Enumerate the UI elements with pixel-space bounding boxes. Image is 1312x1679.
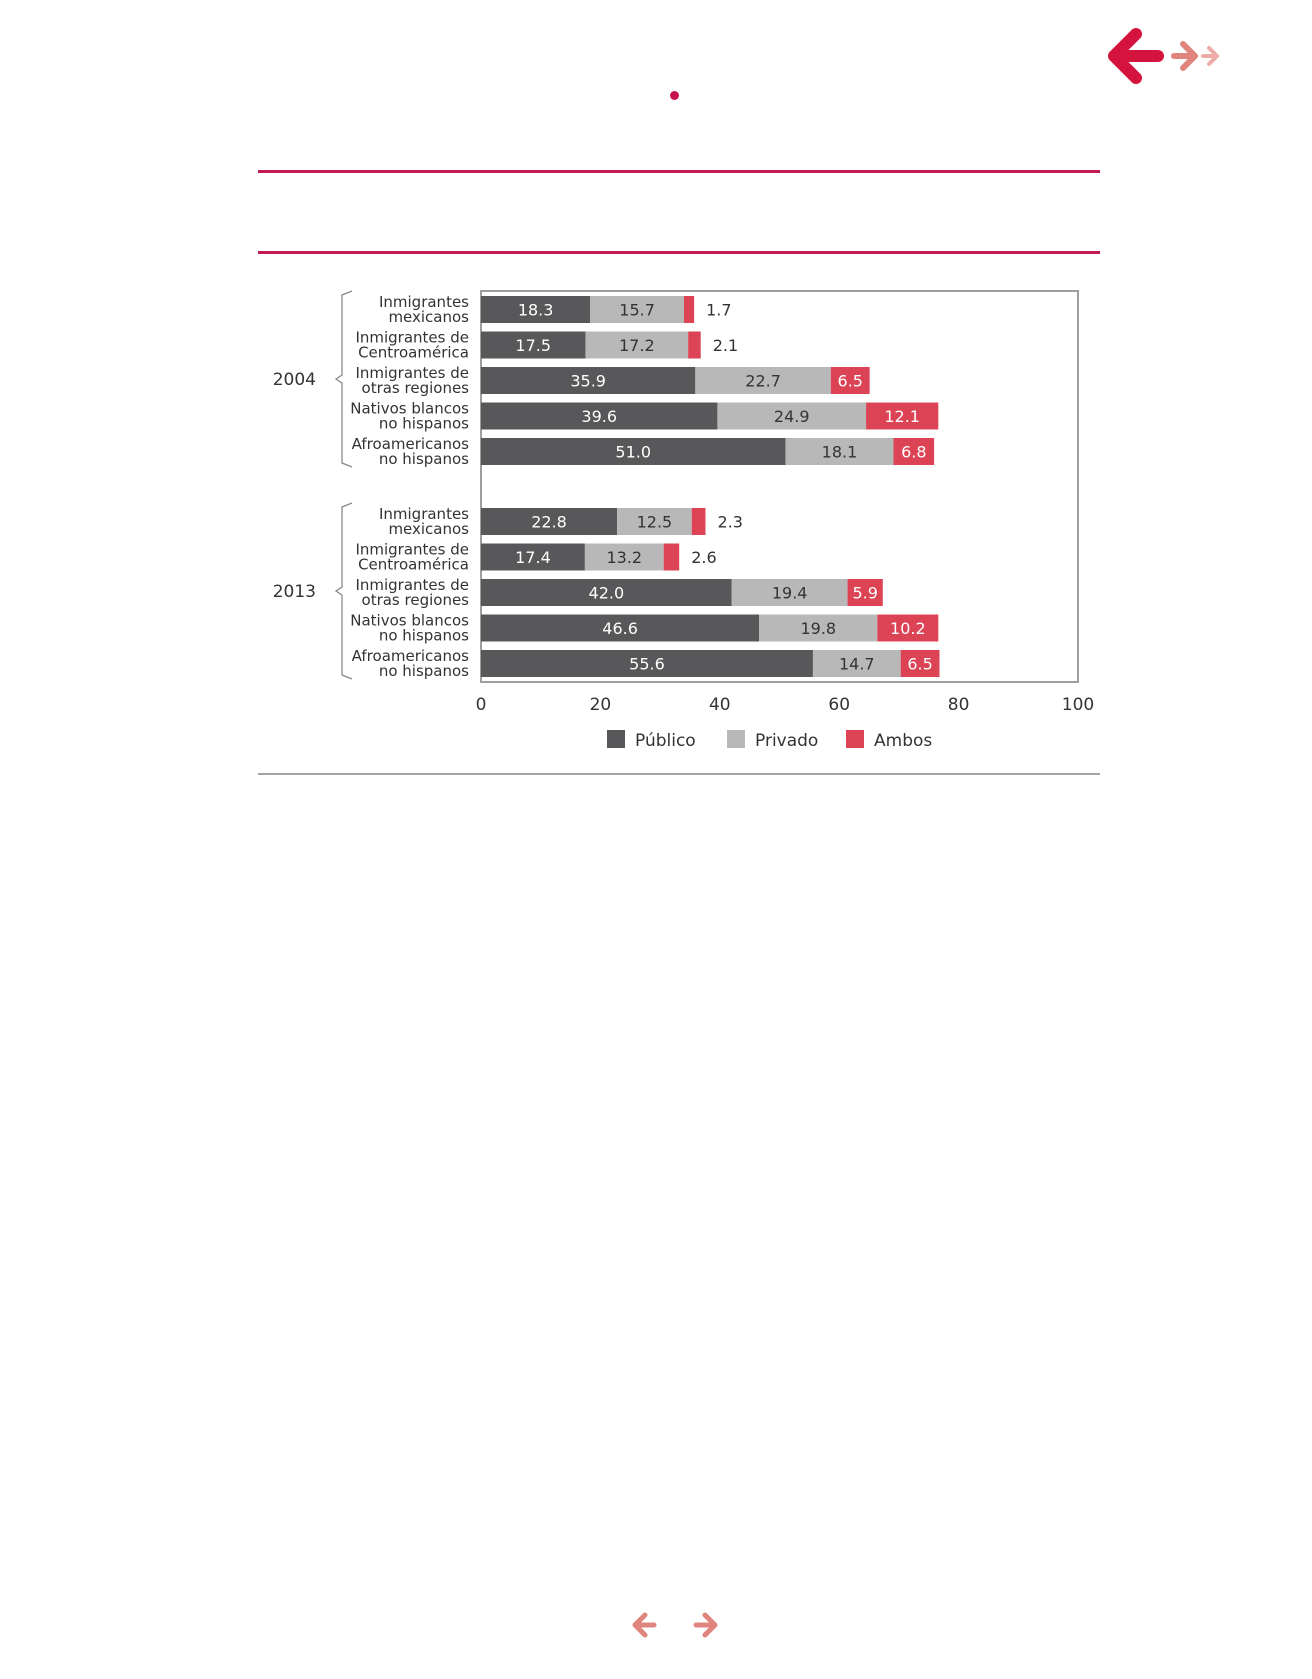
x-tick-label: 100 [1061,695,1095,715]
data-label: 10.2 [890,619,926,638]
data-label: 42.0 [588,583,625,603]
category-label: Inmigrantes de [355,576,469,594]
data-label: 2.6 [691,548,717,567]
legend-label: Ambos [874,731,933,751]
category-label: no hispanos [378,414,469,433]
legend-label: Privado [755,731,819,751]
data-label: 55.6 [629,654,665,674]
x-tick-label: 40 [708,695,731,715]
category-label: no hispanos [378,626,469,645]
data-label: 22.7 [745,371,781,391]
data-label: 1.7 [706,300,732,320]
group-label-2013: 2013 [272,582,316,602]
category-label: Nativos blancos [350,399,469,418]
x-tick-label: 80 [947,695,970,715]
data-label: 17.5 [515,336,552,355]
data-label: 6.5 [837,371,863,391]
data-label: 18.3 [517,300,554,320]
group-brace-2013 [336,503,352,679]
category-label: Inmigrantes de [355,364,469,382]
x-tick-label: 0 [475,695,487,715]
category-label: mexicanos [388,308,469,326]
legend-swatch-privado [727,730,745,748]
bar-segment-ambos [692,508,706,535]
category-label: otras regiones [361,591,469,609]
stacked-bar-chart [0,0,1312,780]
group-brace-2004 [336,291,352,467]
category-label: otras regiones [361,379,469,397]
data-label: 2.3 [717,512,743,532]
data-label: 19.4 [771,583,808,603]
bar-segment-ambos [684,296,694,323]
data-label: 18.1 [821,442,858,462]
chart-bottom-divider [258,773,1100,775]
data-label: 6.5 [907,654,933,674]
data-label: 13.2 [606,548,643,567]
data-label: 17.2 [619,336,655,355]
bar-segment-ambos [664,544,680,571]
data-label: 15.7 [619,300,655,320]
data-label: 35.9 [570,371,606,391]
data-label: 12.1 [884,407,920,426]
legend-swatch-ambos [846,730,864,748]
x-tick-label: 60 [828,695,851,715]
data-label: 17.4 [515,548,551,567]
data-label: 2.1 [712,336,739,355]
category-label: no hispanos [378,662,469,680]
data-label: 24.9 [773,407,810,426]
bar-segment-ambos [688,332,701,359]
category-label: Inmigrantes de [355,328,469,347]
legend-swatch-publico [607,730,625,748]
data-label: 6.8 [901,442,927,462]
category-label: mexicanos [388,520,469,538]
data-label: 14.7 [838,654,875,674]
data-label: 12.5 [636,512,673,532]
legend-label: Público [635,731,696,751]
next-page-arrow-icon[interactable] [696,1615,715,1635]
group-label-2004: 2004 [272,370,316,390]
category-label: Inmigrantes [378,505,469,523]
category-label: no hispanos [378,450,469,468]
category-label: Centroamérica [358,555,469,574]
category-label: Afroamericanos [351,647,469,665]
bottom-navigation [628,1610,722,1640]
category-label: Inmigrantes [378,293,469,311]
data-label: 5.9 [852,583,878,603]
category-label: Nativos blancos [350,611,469,630]
category-label: Afroamericanos [351,435,469,453]
previous-page-arrow-icon[interactable] [635,1615,654,1635]
data-label: 39.6 [581,407,618,426]
data-label: 46.6 [602,619,638,638]
x-tick-label: 20 [589,695,612,715]
data-label: 19.8 [800,619,837,638]
category-label: Centroamérica [358,343,469,362]
category-label: Inmigrantes de [355,540,469,559]
data-label: 51.0 [615,442,652,462]
data-label: 22.8 [531,512,567,532]
